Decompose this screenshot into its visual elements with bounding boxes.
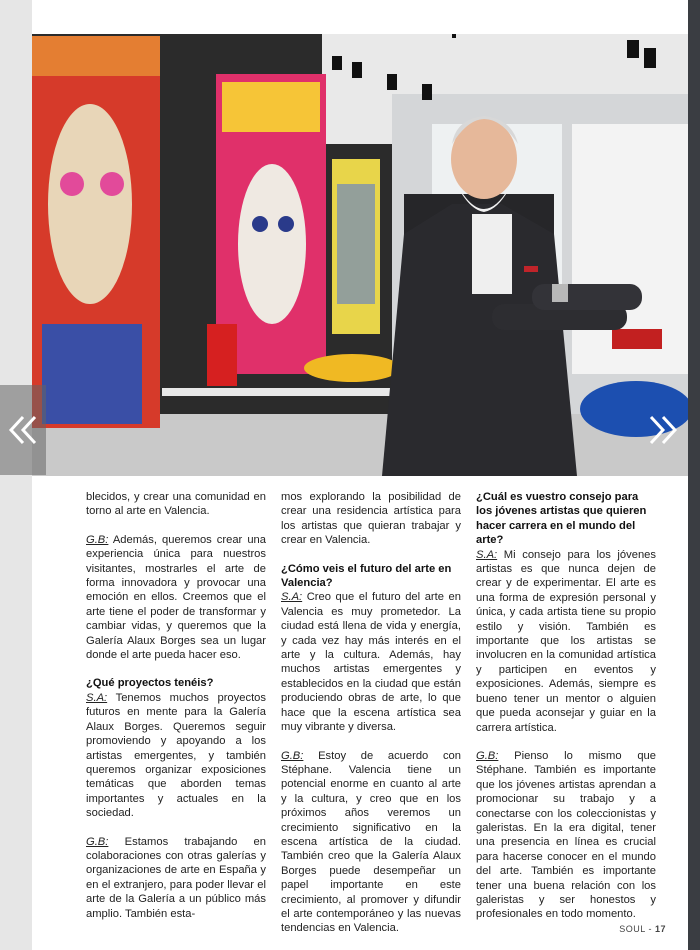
interview-question: ¿Qué proyectos tenéis? <box>86 677 214 690</box>
paragraph-text: Además, queremos crear una experiencia única para nuestros visitantes, mostrarles el arte de forma innovadora y provocar una emoción en ellos. Creemos que el arte tiene el poder de transformar y cambiar vidas, y queremos que la Galería Alaux Borges sea un lugar donde el arte pueda hacer eso. <box>86 533 266 662</box>
article-column-1 <box>86 490 266 935</box>
gallery-photo-illustration <box>32 34 688 476</box>
paragraph <box>86 835 266 921</box>
interview-question: ¿Cómo veis el futuro del arte en Valencia? <box>281 562 452 590</box>
article-column-2 <box>281 490 461 950</box>
speaker-initials: G.B: <box>476 749 499 762</box>
paragraph-text: Tenemos muchos proyectos futuros en mente para la Galería Alaux Borges. Queremos seguir promoviendo y apoyando a los artistas emergentes, y también queremos organizar exposiciones temáticas que aborden temas importantes y actuales en la sociedad. <box>86 691 266 820</box>
next-page-button[interactable] <box>640 385 686 475</box>
viewer-right-gutter <box>688 0 700 950</box>
double-chevron-left-icon <box>6 413 40 447</box>
page-number: 17 <box>654 924 666 934</box>
paragraph <box>476 749 656 922</box>
paragraph: blecidos, y crear una comunidad en torno al arte en Valencia. <box>86 491 266 518</box>
speaker-initials: G.B: <box>86 533 109 546</box>
paragraph-text: Mi consejo para los jóvenes artistas es que nunca dejen de crear y de experimentar. El arte es una forma de expresión personal y única, y cada artista tiene su propio estilo y visión. También es importante que los artistas se involucren en la comunidad artística y participen en eventos y exposiciones. Además, siempre es bueno tener un mentor o alguien que pueda aconsejar y guiar en la carrera artística. <box>476 548 656 734</box>
paragraph <box>86 533 266 663</box>
paragraph-text: Estamos trabajando en colaboraciones con otras galerías y organizaciones de arte en España y en el extranjero, para poder llevar el arte de la Galería a un público más amplio. También esta- <box>86 835 266 920</box>
speaker-initials: S.A: <box>281 591 303 604</box>
speaker-initials: S.A: <box>86 691 108 704</box>
paragraph <box>281 749 461 936</box>
article-column-3 <box>476 490 656 936</box>
magazine-page <box>32 0 688 950</box>
paragraph <box>476 548 656 735</box>
speaker-initials: G.B: <box>86 835 109 848</box>
gallery-photo <box>32 34 688 476</box>
paragraph-text: Pienso lo mismo que Stéphane. También es importante que los jóvenes artistas aprendan a promocionar su trabajo y a conectarse con los coleccionistas y galeristas. En la era digital, tener una presencia en línea es crucial para hacerse conocer en el mundo del arte. También es importante tener una buena relación con los galeristas y ser honestos y profesionales en todo momento. <box>476 749 656 921</box>
paragraph <box>281 590 461 734</box>
double-chevron-right-icon <box>646 413 680 447</box>
speaker-initials: S.A: <box>476 548 498 561</box>
magazine-name: SOUL - <box>619 924 655 934</box>
paragraph <box>86 691 266 821</box>
paragraph: mos explorando la posibilidad de crear una residencia artística para los artistas que quieran trabajar y crear en Valencia. <box>281 491 461 547</box>
paragraph-text: Creo que el futuro del arte en Valencia es muy prometedor. La ciudad está llena de vida y energía, y cada vez hay más interés en el arte y la cultura. Además, hay muchos artistas emergentes y establecidos en la ciudad que están produciendo obras de arte, lo que hace que la escena artística sea muy vibrante y diversa. <box>281 591 461 734</box>
speaker-initials: G.B: <box>281 749 304 762</box>
paragraph-text: Estoy de acuerdo con Stéphane. Valencia tiene un potencial enorme en cuanto al arte y la cultura, y creo que en los próximos años veremos un crecimiento significativo en la escena artística de la ciudad. También creo que la Galería Alaux Borges puede desempeñar un papel importante en este crecimiento, al promover y difundir el arte contemporáneo y las nuevas tendencias en Valencia. <box>281 749 461 935</box>
viewer-left-gutter <box>0 0 32 950</box>
page-footer <box>619 924 666 934</box>
interview-question: ¿Cuál es vuestro consejo para los jóvenes artistas que quieren hacer carrera en el mundo del arte? <box>476 491 647 547</box>
previous-page-button[interactable] <box>0 385 46 475</box>
